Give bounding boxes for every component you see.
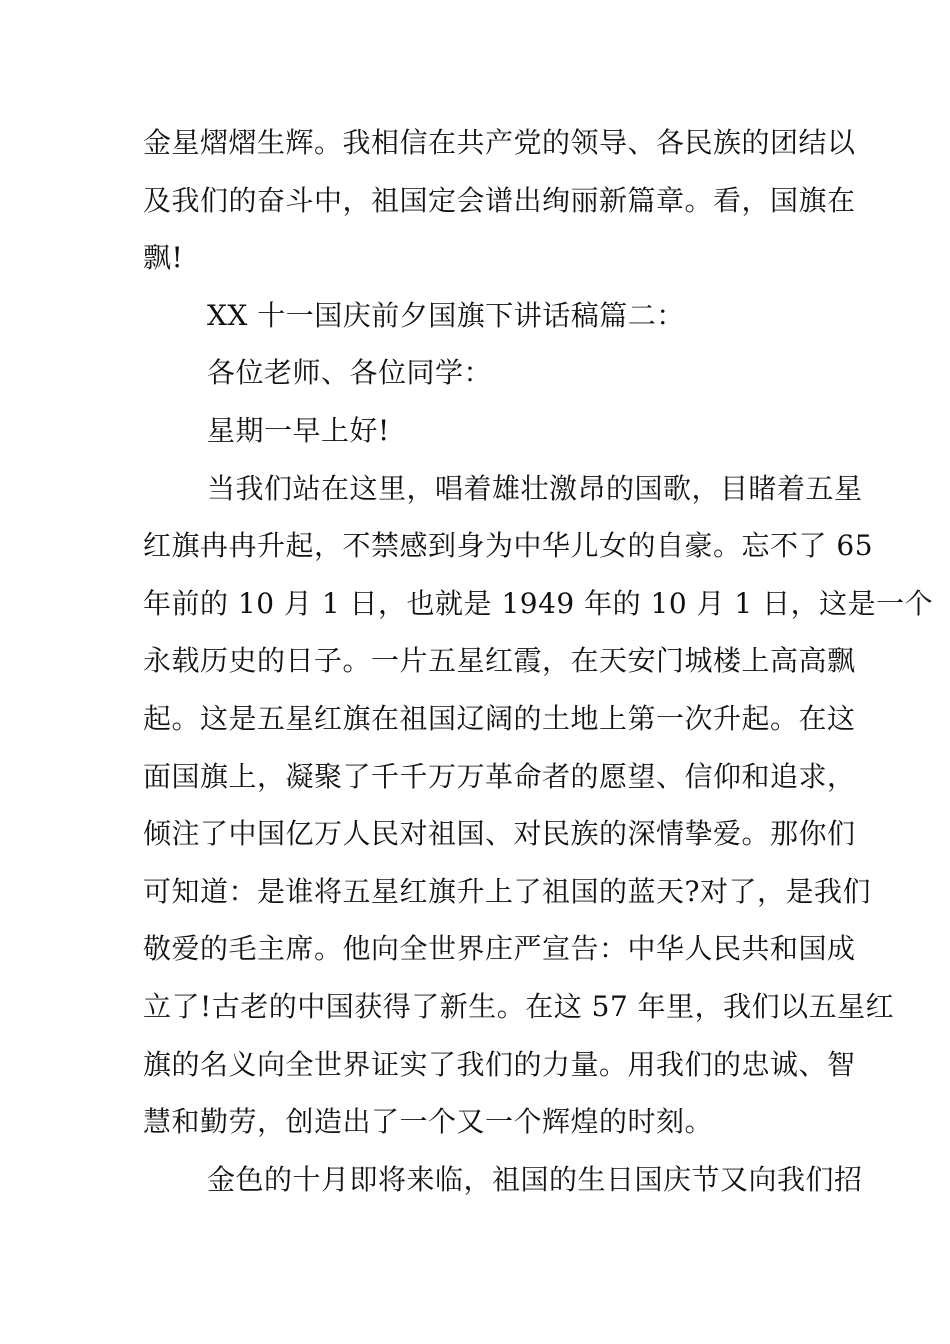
text-line: 起。这是五星红旗在祖国辽阔的土地上第一次升起。在这 (143, 701, 856, 735)
salutation: 各位老师、各位同学： (207, 356, 493, 390)
text-line: 年前的 10 月 1 日，也就是 1949 年的 10 月 1 日，这是一个 (143, 586, 934, 620)
text-line: 可知道：是谁将五星红旗升上了祖国的蓝天?对了，是我们 (143, 874, 872, 908)
section-heading: XX 十一国庆前夕国旗下讲话稿篇二： (207, 298, 685, 332)
document-body (143, 114, 934, 1208)
text-line: 金星熠熠生辉。我相信在共产党的领导、各民族的团结以 (143, 126, 856, 159)
text-line: 敬爱的毛主席。他向全世界庄严宣告：中华人民共和国成 (143, 932, 856, 966)
text-line: 立了!古老的中国获得了新生。在这 57 年里，我们以五星红 (143, 989, 895, 1023)
text-line: 金色的十月即将来临，祖国的生日国庆节又向我们招 (207, 1162, 863, 1196)
text-line: 慧和勤劳，创造出了一个又一个辉煌的时刻。 (143, 1105, 714, 1139)
greeting: 星期一早上好! (207, 413, 390, 447)
text-line: 红旗冉冉升起，不禁感到身为中华儿女的自豪。忘不了 65 (143, 529, 874, 563)
text-line: 当我们站在这里，唱着雄壮激昂的国歌，目睹着五星 (207, 471, 863, 505)
text-line: 倾注了中国亿万人民对祖国、对民族的深情挚爱。那你们 (143, 817, 856, 851)
text-line: 旗的名义向全世界证实了我们的力量。用我们的忠诚、智 (143, 1047, 856, 1081)
text-line: 永载历史的日子。一片五星红霞，在天安门城楼上高高飘 (143, 644, 856, 678)
text-line: 及我们的奋斗中，祖国定会谱出绚丽新篇章。看，国旗在 (143, 183, 856, 217)
text-line: 面国旗上，凝聚了千千万万革命者的愿望、信仰和追求， (143, 759, 856, 793)
text-line: 飘! (143, 241, 184, 275)
